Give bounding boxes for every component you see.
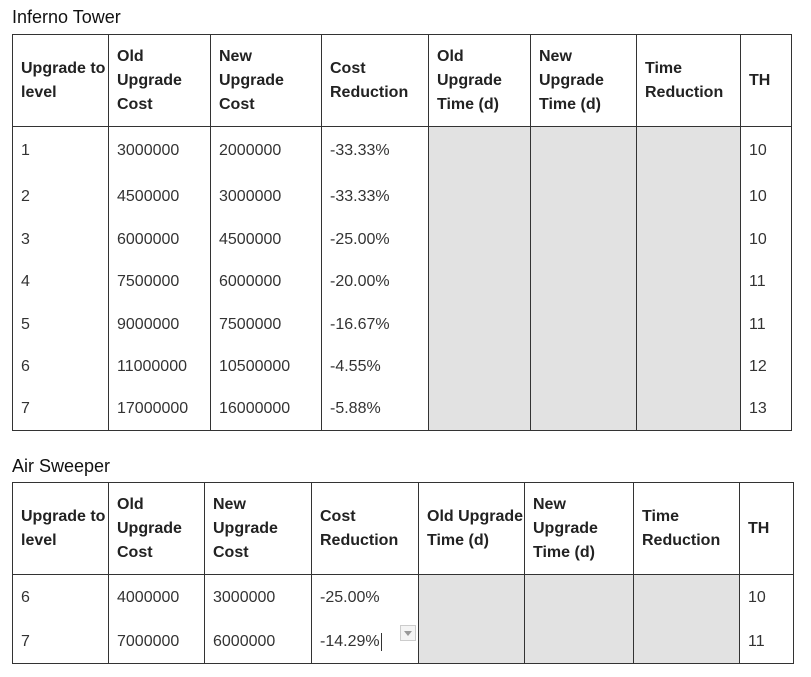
cell-old-time[interactable] <box>429 389 531 431</box>
cell-new-cost[interactable]: 16000000 <box>211 389 322 431</box>
inferno-tower-table <box>12 34 792 431</box>
cell-old-time[interactable] <box>419 575 525 621</box>
cell-new-cost[interactable]: 2000000 <box>211 127 322 176</box>
table-row <box>13 389 792 431</box>
header-cost-reduction: Cost Reduction <box>322 35 429 127</box>
cell-time-reduction[interactable] <box>637 346 741 389</box>
header-upgrade-to-level: Upgrade to level <box>13 483 109 575</box>
cell-old-time[interactable] <box>429 176 531 219</box>
cell-new-cost[interactable]: 3000000 <box>205 575 312 621</box>
cell-cost-reduction[interactable]: -20.00% <box>322 261 429 304</box>
cell-cost-reduction[interactable]: -25.00% <box>312 575 419 621</box>
cell-th[interactable]: 10 <box>741 127 792 176</box>
header-new-upgrade-time: New Upgrade Time (d) <box>531 35 637 127</box>
header-upgrade-to-level: Upgrade to level <box>13 35 109 127</box>
cell-new-time[interactable] <box>531 219 637 261</box>
cell-new-time[interactable] <box>531 176 637 219</box>
header-old-upgrade-cost: Old Upgrade Cost <box>109 35 211 127</box>
cell-new-time[interactable] <box>531 127 637 176</box>
cell-old-cost[interactable]: 4500000 <box>109 176 211 219</box>
header-old-upgrade-cost: Old Upgrade Cost <box>109 483 205 575</box>
cell-th[interactable]: 10 <box>741 219 792 261</box>
cell-old-cost[interactable]: 3000000 <box>109 127 211 176</box>
cell-cost-reduction[interactable]: -16.67% <box>322 304 429 346</box>
header-time-reduction: Time Reduction <box>637 35 741 127</box>
cell-level[interactable]: 3 <box>13 219 109 261</box>
cell-cost-reduction[interactable]: -5.88% <box>322 389 429 431</box>
cell-time-reduction[interactable] <box>637 219 741 261</box>
cell-new-time[interactable] <box>531 389 637 431</box>
cell-level[interactable]: 6 <box>13 575 109 621</box>
cell-level[interactable]: 7 <box>13 621 109 664</box>
cell-new-time[interactable] <box>525 621 634 664</box>
header-old-upgrade-time: Old Upgrade Time (d) <box>419 483 525 575</box>
text-cursor <box>381 633 382 651</box>
cell-new-cost[interactable]: 6000000 <box>211 261 322 304</box>
dropdown-caret-icon[interactable] <box>400 625 416 641</box>
cell-level[interactable]: 2 <box>13 176 109 219</box>
cell-old-time[interactable] <box>429 304 531 346</box>
cell-old-time[interactable] <box>429 261 531 304</box>
cell-new-cost[interactable]: 3000000 <box>211 176 322 219</box>
header-new-upgrade-time: New Upgrade Time (d) <box>525 483 634 575</box>
cell-old-time[interactable] <box>429 346 531 389</box>
cell-old-cost[interactable]: 17000000 <box>109 389 211 431</box>
cell-new-cost[interactable]: 10500000 <box>211 346 322 389</box>
cell-cost-reduction-value: -14.29% <box>320 632 380 650</box>
cell-level[interactable]: 7 <box>13 389 109 431</box>
cell-old-time[interactable] <box>419 621 525 664</box>
header-time-reduction: Time Reduction <box>634 483 740 575</box>
cell-new-cost[interactable]: 7500000 <box>211 304 322 346</box>
table-row <box>13 261 792 304</box>
cell-old-cost[interactable]: 7500000 <box>109 261 211 304</box>
cell-level[interactable]: 4 <box>13 261 109 304</box>
table-row <box>13 176 792 219</box>
cell-level[interactable]: 6 <box>13 346 109 389</box>
cell-time-reduction[interactable] <box>637 127 741 176</box>
cell-old-cost[interactable]: 6000000 <box>109 219 211 261</box>
cell-th[interactable]: 12 <box>741 346 792 389</box>
cell-time-reduction[interactable] <box>634 575 740 621</box>
cell-th[interactable]: 13 <box>741 389 792 431</box>
cell-th[interactable]: 10 <box>740 575 794 621</box>
cell-new-time[interactable] <box>531 304 637 346</box>
table-row <box>13 575 794 621</box>
cell-th[interactable]: 10 <box>741 176 792 219</box>
cell-old-cost[interactable]: 4000000 <box>109 575 205 621</box>
cell-new-cost[interactable]: 6000000 <box>205 621 312 664</box>
cell-new-time[interactable] <box>531 261 637 304</box>
header-new-upgrade-cost: New Upgrade Cost <box>205 483 312 575</box>
table-title-inferno-tower: Inferno Tower <box>12 7 121 27</box>
cell-old-cost[interactable]: 7000000 <box>109 621 205 664</box>
cell-time-reduction[interactable] <box>637 304 741 346</box>
table-row <box>13 304 792 346</box>
header-th: TH <box>741 35 792 127</box>
header-new-upgrade-cost: New Upgrade Cost <box>211 35 322 127</box>
cell-new-time[interactable] <box>531 346 637 389</box>
table-title-air-sweeper: Air Sweeper <box>12 456 111 476</box>
cell-th[interactable]: 11 <box>740 621 794 664</box>
cell-old-time[interactable] <box>429 219 531 261</box>
cell-cost-reduction[interactable]: -33.33% <box>322 127 429 176</box>
table-row <box>13 219 792 261</box>
table-row <box>13 346 792 389</box>
header-th: TH <box>740 483 794 575</box>
header-old-upgrade-time: Old Upgrade Time (d) <box>429 35 531 127</box>
table-row <box>13 621 794 664</box>
air-sweeper-table <box>12 482 794 664</box>
cell-time-reduction[interactable] <box>637 389 741 431</box>
cell-time-reduction[interactable] <box>637 176 741 219</box>
cell-th[interactable]: 11 <box>741 261 792 304</box>
cell-old-cost[interactable]: 9000000 <box>109 304 211 346</box>
table-row <box>13 127 792 176</box>
cell-cost-reduction-active[interactable] <box>312 621 419 664</box>
cell-new-time[interactable] <box>525 575 634 621</box>
cell-old-time[interactable] <box>429 127 531 176</box>
cell-level[interactable]: 5 <box>13 304 109 346</box>
cell-th[interactable]: 11 <box>741 304 792 346</box>
cell-cost-reduction[interactable]: -4.55% <box>322 346 429 389</box>
cell-new-cost[interactable]: 4500000 <box>211 219 322 261</box>
cell-cost-reduction[interactable]: -33.33% <box>322 176 429 219</box>
cell-level[interactable]: 1 <box>13 127 109 176</box>
cell-old-cost[interactable]: 11000000 <box>109 346 211 389</box>
cell-time-reduction[interactable] <box>637 261 741 304</box>
header-cost-reduction: Cost Reduction <box>312 483 419 575</box>
cell-cost-reduction[interactable]: -25.00% <box>322 219 429 261</box>
cell-time-reduction[interactable] <box>634 621 740 664</box>
